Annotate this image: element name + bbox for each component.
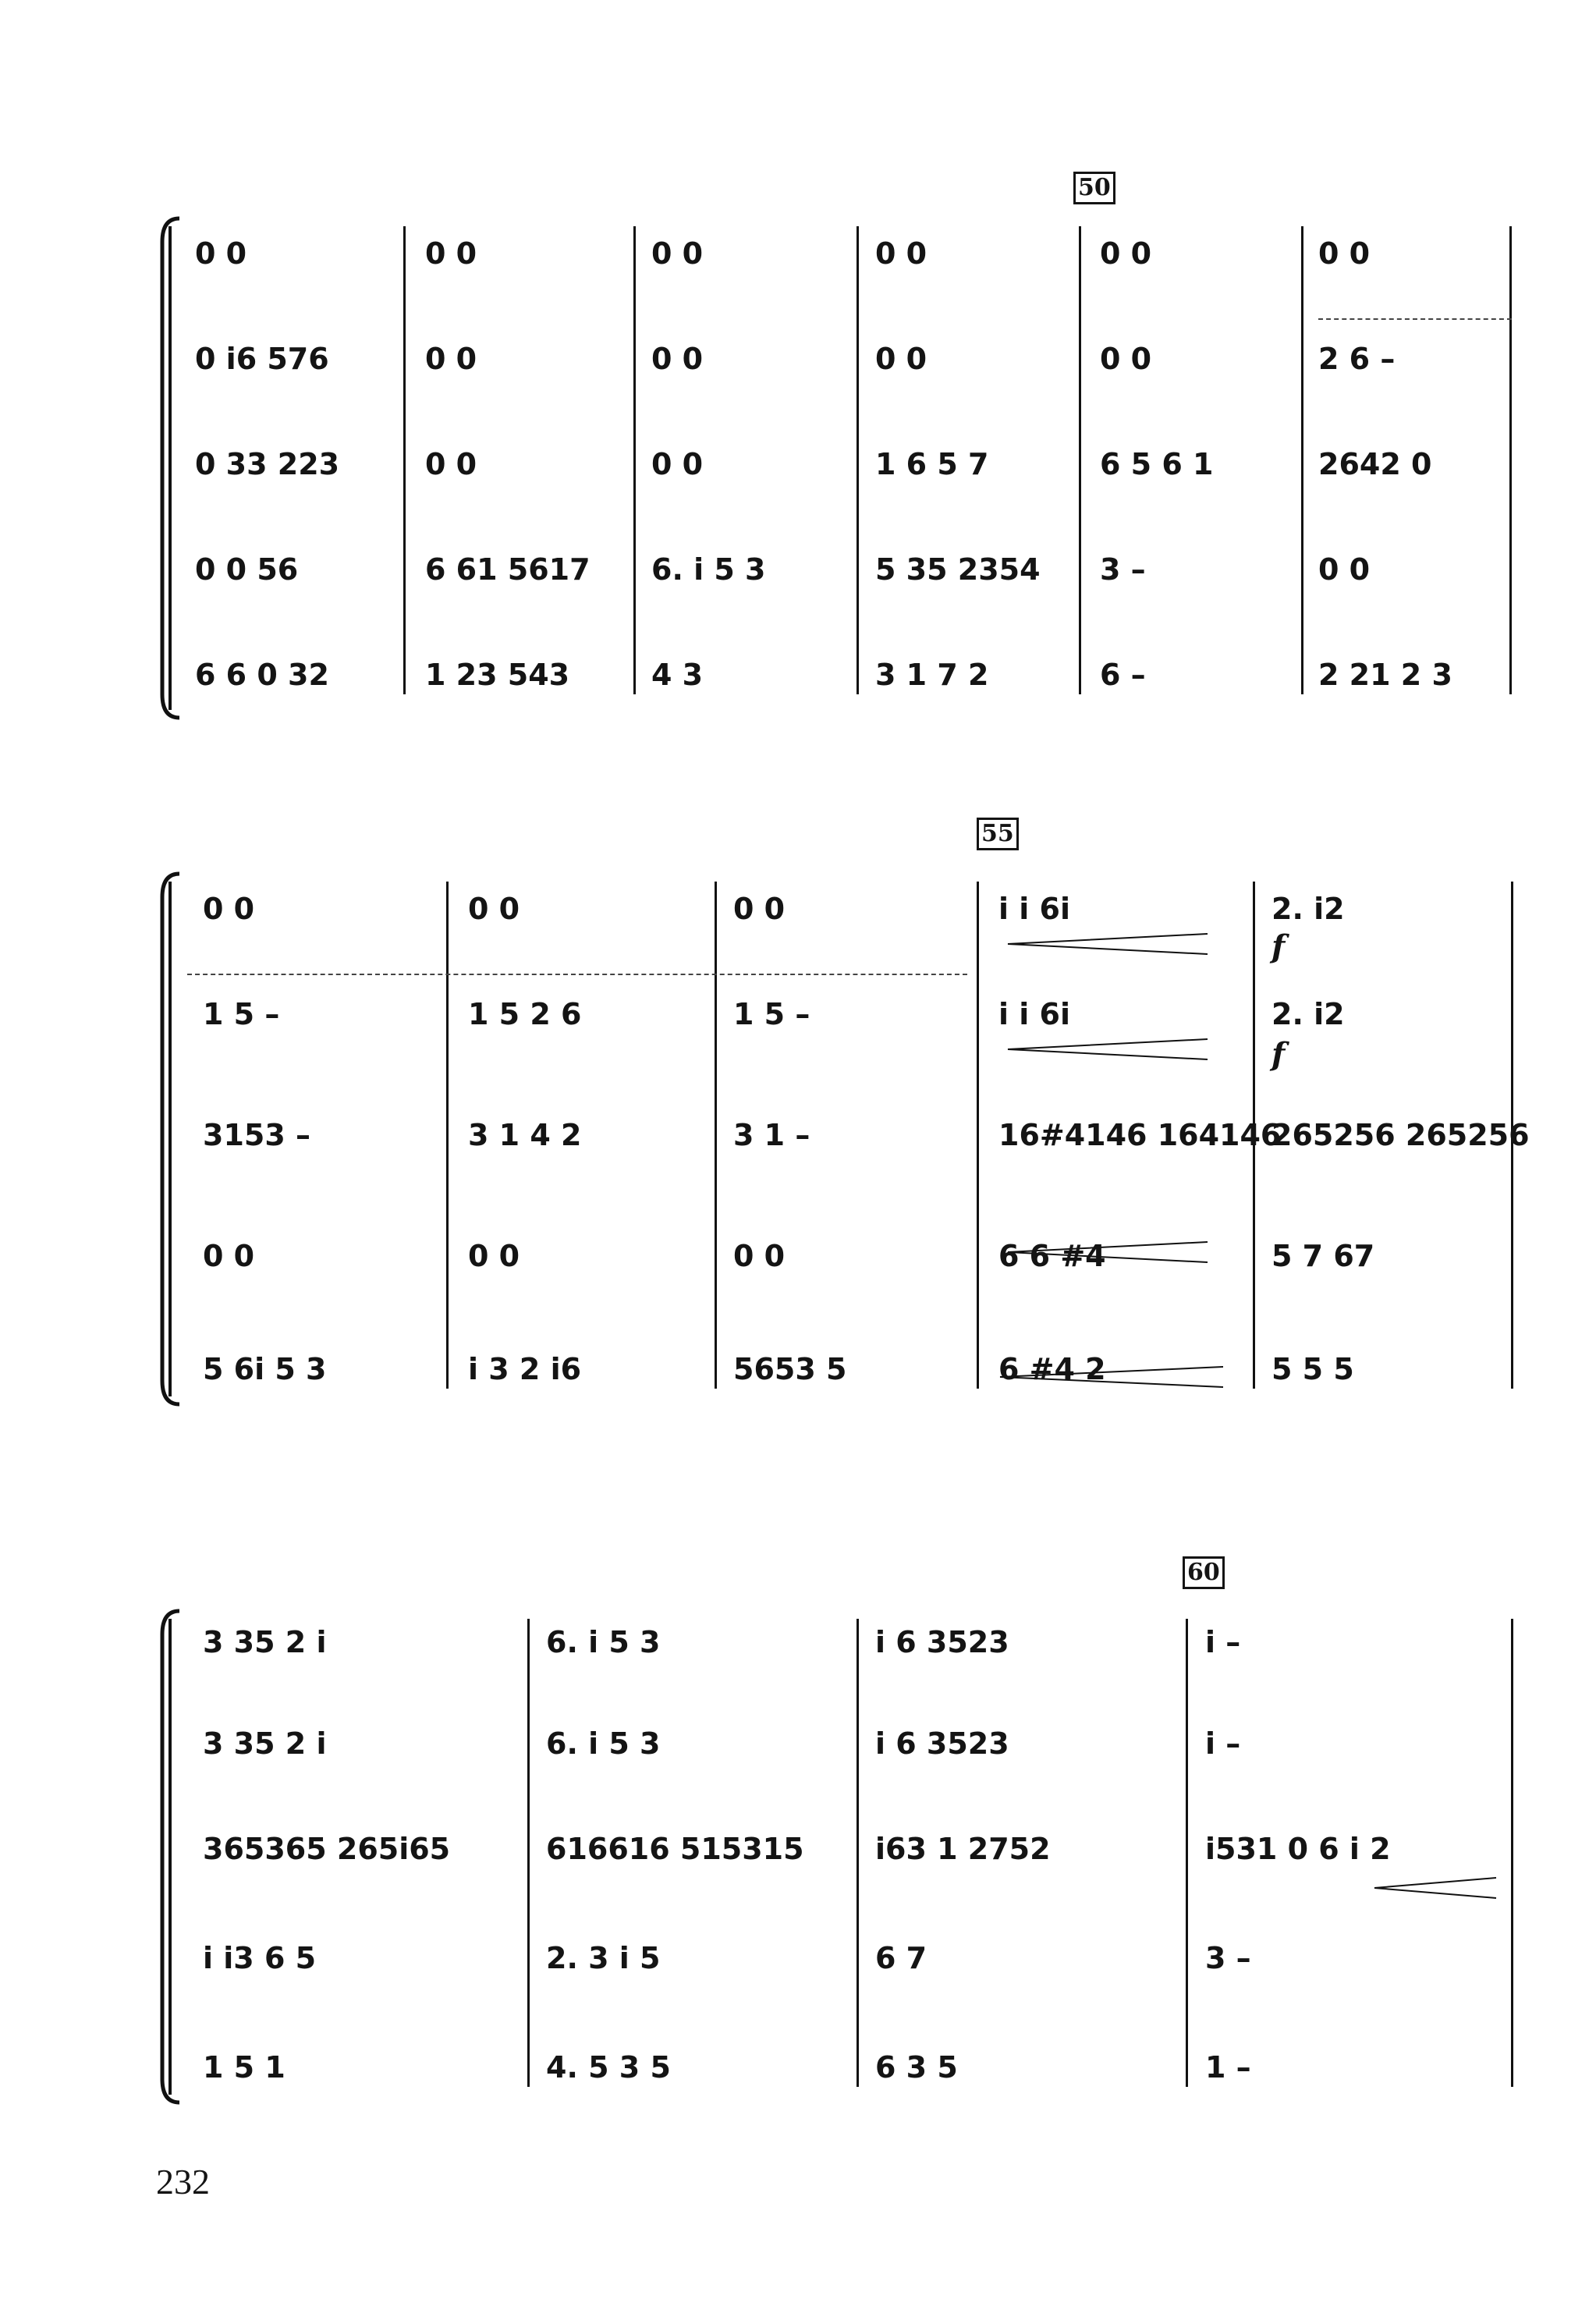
measure-cell: 5 35 2354 bbox=[875, 552, 1041, 587]
measure-cell: 0 0 bbox=[203, 1239, 255, 1273]
measure-cell: 2642 0 bbox=[1318, 447, 1432, 481]
barline bbox=[1509, 226, 1512, 694]
measure-cell: 5 6i 5 3 bbox=[203, 1352, 327, 1386]
measure-cell: 5 7 67 bbox=[1271, 1239, 1375, 1273]
measure-cell: i63 1 2752 bbox=[875, 1832, 1051, 1866]
measure-cell: 0 0 bbox=[425, 447, 477, 481]
measure-cell: i i 6i bbox=[998, 892, 1070, 926]
measure-cell: 5 5 5 bbox=[1271, 1352, 1354, 1386]
measure-cell: 0 0 bbox=[425, 342, 477, 376]
measure-cell: 0 0 bbox=[651, 447, 704, 481]
measure-cell: 365365 265i65 bbox=[203, 1832, 451, 1866]
measure-cell: 6. i 5 3 bbox=[546, 1726, 661, 1761]
measure-cell: 6 6 #4 bbox=[998, 1239, 1106, 1273]
score-system-3 bbox=[156, 1559, 1513, 2110]
measure-cell: 0 0 bbox=[1318, 552, 1371, 587]
measure-cell: 1 5 1 bbox=[203, 2050, 286, 2085]
measure-cell: 0 0 bbox=[651, 342, 704, 376]
dynamic-forte: f bbox=[1271, 928, 1286, 965]
system-bracket bbox=[156, 866, 187, 1412]
measure-cell: 3 – bbox=[1205, 1941, 1251, 1975]
measure-cell: i i 6i bbox=[998, 997, 1070, 1031]
measure-cell: 1 6 5 7 bbox=[875, 447, 989, 481]
measure-cell: 0 0 bbox=[1318, 236, 1371, 271]
measure-cell: 6 7 bbox=[875, 1941, 927, 1975]
measure-cell: 0 i6 576 bbox=[195, 342, 329, 376]
measure-cell: i531 0 6 i 2 bbox=[1205, 1832, 1391, 1866]
barline bbox=[1301, 226, 1303, 694]
barline bbox=[527, 1619, 530, 2087]
crescendo-hairpin bbox=[1006, 932, 1209, 956]
measure-cell: 16#4146 164146 bbox=[998, 1118, 1282, 1152]
measure-cell: 3 – bbox=[1100, 552, 1146, 587]
score-system-1 bbox=[156, 174, 1513, 726]
barline bbox=[633, 226, 636, 694]
measure-cell: 2 21 2 3 bbox=[1318, 658, 1452, 692]
system-bracket bbox=[156, 211, 187, 726]
measure-cell: 6 3 5 bbox=[875, 2050, 958, 2085]
measure-cell: i 3 2 i6 bbox=[468, 1352, 582, 1386]
measure-cell: i i3 6 5 bbox=[203, 1941, 317, 1975]
measure-cell: 0 0 bbox=[733, 1239, 786, 1273]
measure-cell: 6 5 6 1 bbox=[1100, 447, 1214, 481]
measure-cell: 0 0 bbox=[1100, 236, 1152, 271]
measure-cell: 265256 265256 bbox=[1271, 1118, 1530, 1152]
measure-cell: 2. i2 bbox=[1271, 997, 1345, 1031]
system-bracket bbox=[156, 1603, 187, 2110]
rehearsal-mark: 60 bbox=[1183, 1556, 1225, 1589]
measure-cell: 3153 – bbox=[203, 1118, 310, 1152]
measure-cell: i – bbox=[1205, 1726, 1241, 1761]
score-system-2 bbox=[156, 820, 1530, 1412]
crescendo-hairpin bbox=[1373, 1876, 1498, 1900]
measure-cell: i 6 3523 bbox=[875, 1726, 1009, 1761]
measure-cell: 0 0 bbox=[425, 236, 477, 271]
measure-cell: 5653 5 bbox=[733, 1352, 847, 1386]
barline bbox=[1079, 226, 1081, 694]
measure-cell: 0 0 bbox=[195, 236, 247, 271]
measure-cell: 0 0 bbox=[733, 892, 786, 926]
measure-cell: 0 0 bbox=[468, 1239, 520, 1273]
measure-cell: 0 0 bbox=[468, 892, 520, 926]
measure-cell: 0 0 bbox=[1100, 342, 1152, 376]
measure-cell: 0 0 bbox=[875, 342, 927, 376]
measure-cell: i 6 3523 bbox=[875, 1625, 1009, 1659]
measure-cell: 6 6 0 32 bbox=[195, 658, 329, 692]
measure-cell: 1 5 2 6 bbox=[468, 997, 582, 1031]
measure-cell: 3 35 2 i bbox=[203, 1726, 327, 1761]
page-number: 232 bbox=[156, 2162, 210, 2202]
measure-cell: 3 1 4 2 bbox=[468, 1118, 582, 1152]
measure-cell: 6 – bbox=[1100, 658, 1146, 692]
barline bbox=[977, 882, 979, 1389]
barline bbox=[715, 882, 717, 1389]
measure-cell: 3 1 – bbox=[733, 1118, 810, 1152]
measure-cell: 6 61 5617 bbox=[425, 552, 591, 587]
measure-cell: 4. 5 3 5 bbox=[546, 2050, 671, 2085]
measure-cell: 6. i 5 3 bbox=[651, 552, 766, 587]
barline bbox=[857, 1619, 859, 2087]
measure-cell: 0 0 bbox=[203, 892, 255, 926]
rehearsal-mark: 50 bbox=[1073, 172, 1115, 204]
measure-cell: 1 5 – bbox=[733, 997, 810, 1031]
measure-cell: 616616 515315 bbox=[546, 1832, 804, 1866]
barline bbox=[857, 226, 859, 694]
measure-cell: 3 35 2 i bbox=[203, 1625, 327, 1659]
measure-cell: 2 6 – bbox=[1318, 342, 1396, 376]
measure-cell: 2. 3 i 5 bbox=[546, 1941, 661, 1975]
measure-cell: i – bbox=[1205, 1625, 1241, 1659]
measure-cell: 3 1 7 2 bbox=[875, 658, 989, 692]
dashed-line bbox=[1318, 318, 1512, 320]
measure-cell: 0 0 bbox=[875, 236, 927, 271]
measure-cell: 6 #4 2 bbox=[998, 1352, 1106, 1386]
measure-cell: 6. i 5 3 bbox=[546, 1625, 661, 1659]
measure-cell: 1 5 – bbox=[203, 997, 280, 1031]
measure-cell: 1 23 543 bbox=[425, 658, 570, 692]
crescendo-hairpin bbox=[1006, 1038, 1209, 1061]
measure-cell: 2. i2 bbox=[1271, 892, 1345, 926]
measure-cell: 0 0 56 bbox=[195, 552, 299, 587]
dashed-line bbox=[187, 974, 967, 975]
dynamic-forte: f bbox=[1271, 1036, 1286, 1073]
measure-cell: 0 33 223 bbox=[195, 447, 340, 481]
barline bbox=[1186, 1619, 1188, 2087]
measure-cell: 0 0 bbox=[651, 236, 704, 271]
barline bbox=[1511, 1619, 1513, 2087]
measure-cell: 4 3 bbox=[651, 658, 704, 692]
measure-cell: 1 – bbox=[1205, 2050, 1251, 2085]
rehearsal-mark: 55 bbox=[977, 818, 1019, 850]
barline bbox=[446, 882, 449, 1389]
barline bbox=[403, 226, 406, 694]
